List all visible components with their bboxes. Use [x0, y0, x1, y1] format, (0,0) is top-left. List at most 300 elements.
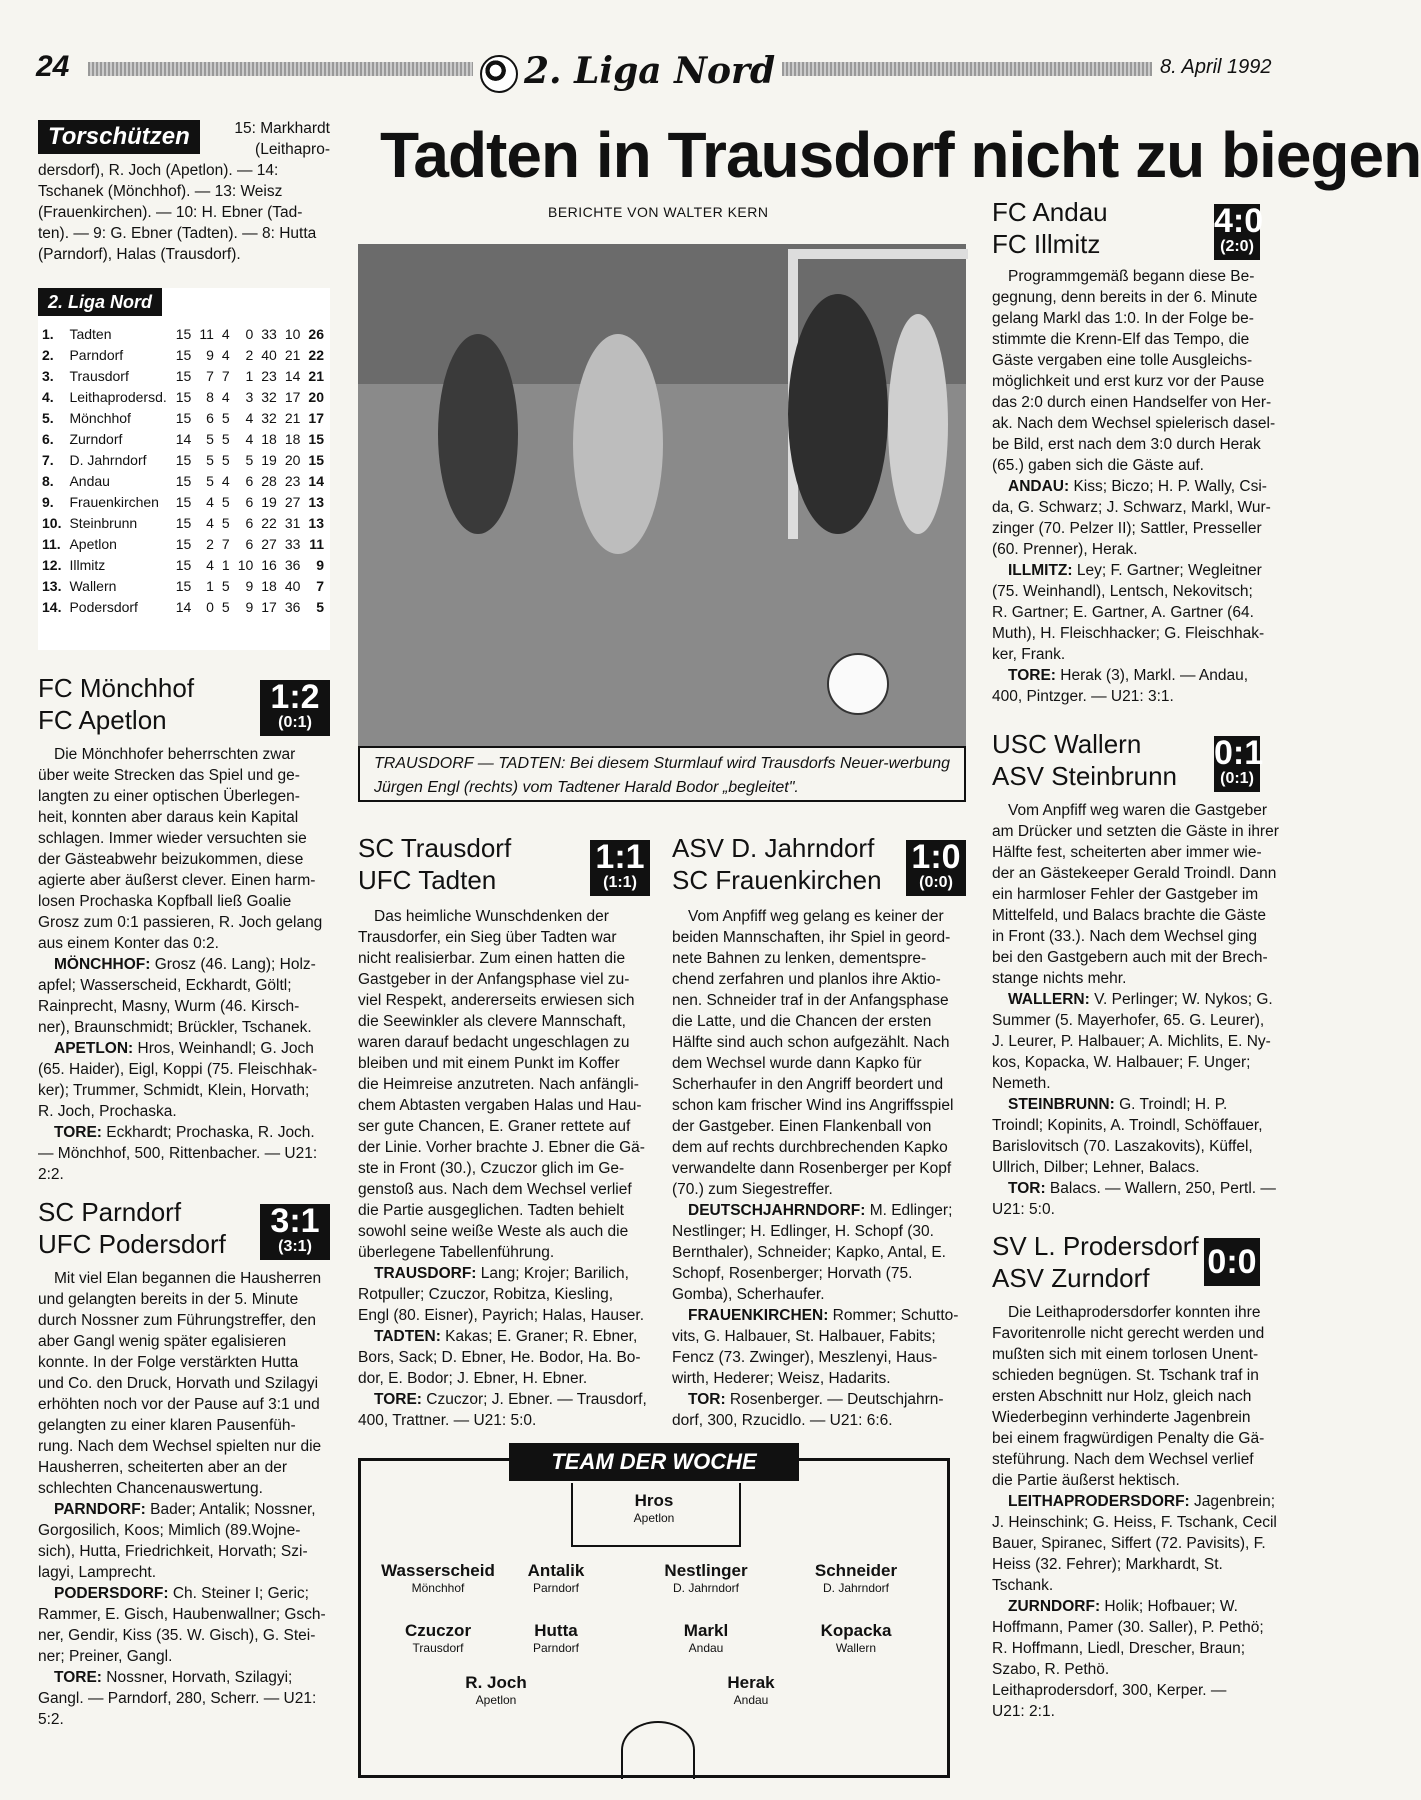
away-team: UFC Podersdorf: [38, 1229, 226, 1259]
player-name: Hutta: [534, 1621, 578, 1640]
standings-cell: 5: [206, 431, 214, 447]
report-line: und gelangten bereits in der 5. Minute: [38, 1291, 299, 1308]
standings-row: [38, 597, 328, 618]
standings-cell: 7: [316, 578, 324, 594]
score-box: [906, 840, 966, 896]
standings-cell: 15: [175, 578, 192, 594]
report-line: vits, G. Halbauer, St. Halbauer, Fabits;: [672, 1328, 936, 1345]
standings-cell: 1.: [42, 326, 54, 342]
report-line: aber Gangl wenig später egalisieren: [38, 1333, 287, 1350]
team-name: Podersdorf: [69, 599, 138, 615]
report-line: sowohl seine weiße Weste als auch die: [358, 1223, 629, 1240]
halftime-score: (2:0): [1220, 238, 1254, 255]
standings-cell: 5: [206, 452, 214, 468]
report-line: beiden Mannschaften, ihr Spiel in geord-: [672, 929, 951, 946]
player-name: Wasserscheid: [381, 1561, 495, 1580]
photo-caption: TRAUSDORF — TADTEN: Bei diesem Sturmlauf wird Trausdorfs Neuer-werbung Jürgen Engl (rechts) vom Tadtener Harald Bodor „begleitet".: [358, 746, 966, 802]
report-line: lagyi, Lamprecht.: [38, 1564, 157, 1581]
standings-cell: 5: [221, 494, 230, 510]
standings-cell: 14: [284, 368, 301, 384]
header-rule-right: [782, 62, 1152, 76]
player-name: Hros: [634, 1491, 674, 1510]
report-line: dor, E. Bodor; J. Ebner, H. Ebner.: [358, 1370, 588, 1387]
scorer-line: (Frauenkirchen). — 10: H. Ebner (Tad-: [38, 204, 303, 221]
standings-cell: 31: [284, 515, 301, 531]
standings-cell: 3: [245, 389, 254, 405]
standings-cell: 7: [221, 536, 230, 552]
team-name: D. Jahrndorf: [69, 452, 147, 468]
report-line: ak. Nach dem Wechsel spielerisch dasel-: [992, 415, 1276, 432]
report-line: ker, Frank.: [992, 646, 1066, 663]
standings-cell: 14.: [42, 599, 62, 615]
report-line: Gäste vergaben eine tolle Ausgleichs-: [992, 352, 1253, 369]
team-name: Apetlon: [69, 536, 117, 552]
match-wallern-steinbrunn: [992, 728, 1284, 1220]
standings-cell: 4: [206, 494, 214, 510]
byline: BERICHTE VON WALTER KERN: [548, 204, 769, 220]
standings-cell: 15: [175, 389, 192, 405]
player-club: Parndorf: [532, 1641, 580, 1655]
standings-row: [38, 513, 328, 534]
report-line: Rainprecht, Masny, Wurm (46. Kirsch-: [38, 998, 300, 1015]
standings-cell: 15: [175, 557, 192, 573]
player-name: Nestlinger: [664, 1561, 748, 1580]
report-line: möglichkeit und erst kurz vor der Pause: [992, 373, 1265, 390]
report-line: gegnung, denn bereits in der 6. Minute: [992, 289, 1258, 306]
standings-row: [38, 492, 328, 513]
report-line: Nestlinger; H. Edlinger, H. Schopf (30.: [672, 1223, 934, 1240]
standings-cell: 9: [245, 578, 254, 594]
standings-cell: 5: [245, 452, 254, 468]
report-line: Bauer, Spiranec, Siffert (72. Pavisits), F.: [992, 1535, 1266, 1552]
report-line: ner; Preiner, Gangl.: [38, 1648, 173, 1665]
report-line: viel Respekt, andererseits erwiesen sich: [358, 992, 635, 1009]
standings-cell: 11.: [42, 536, 61, 552]
report-line: zinger (70. Pelzer II); Sattler, Presseller: [992, 520, 1262, 537]
away-team: ASV Zurndorf: [992, 1263, 1150, 1293]
scorer-line: Tschanek (Mönchhof). — 13: Weisz: [38, 183, 283, 200]
report-line: APETLON: Hros, Weinhandl; G. Joch: [54, 1040, 314, 1057]
standings-cell: 15: [175, 536, 192, 552]
standings-cell: 8.: [42, 473, 54, 489]
report-line: Mit viel Elan begannen die Hausherren: [54, 1270, 322, 1287]
standings-cell: 0: [206, 599, 214, 615]
standings-cell: 7: [221, 368, 230, 384]
standings-cell: 6: [245, 473, 254, 489]
standings-cell: 15: [175, 473, 192, 489]
team-name: Wallern: [69, 578, 117, 594]
report-line: DEUTSCHJAHRNDORF: M. Edlinger;: [688, 1202, 953, 1219]
report-line: R. Hoffmann, Liedl, Drescher, Braun;: [992, 1640, 1246, 1657]
match-jahrndorf-frauenkirchen: [672, 832, 966, 1431]
standings-cell: 15: [175, 452, 192, 468]
standings-cell: 28: [261, 473, 277, 489]
match-report: [992, 1302, 1282, 1722]
report-line: Bors, Sack; D. Ebner, He. Bodor, Ha. Bo-: [358, 1349, 641, 1366]
report-line: Bernthaler), Schneider; Kapko, Antal, E.: [672, 1244, 946, 1261]
report-line: Trausdorfer, ein Sieg über Tadten war: [358, 929, 617, 946]
match-moenchhof-apetlon: [38, 672, 330, 1185]
match-parndorf-podersdorf: [38, 1196, 330, 1730]
report-line: Hälfte fest, scheiterten aber immer wie-: [992, 844, 1262, 861]
standings-cell: 33: [284, 536, 301, 552]
standings-cell: 15: [175, 326, 192, 342]
standings-cell: 3.: [42, 368, 54, 384]
report-line: erhöhten noch vor der Pause auf 3:1 und: [38, 1396, 320, 1413]
score: 3:1: [270, 1202, 320, 1240]
standings-cell: 14: [175, 599, 192, 615]
standings-cell: 11: [309, 536, 324, 552]
standings-cell: 10: [284, 326, 301, 342]
report-line: gelang Markl das 1:0. In der Folge be-: [992, 310, 1254, 327]
report-line: TRAUSDORF: Lang; Krojer; Barilich,: [374, 1265, 629, 1282]
standings-cell: 1: [206, 578, 214, 594]
away-team: FC Illmitz: [992, 229, 1101, 259]
player: [579, 1491, 729, 1525]
report-line: die Partie äußerst hektisch.: [992, 1472, 1180, 1489]
home-team: SV L. Prodersdorf: [992, 1231, 1199, 1261]
match-prodersdorf-zurndorf: [992, 1230, 1284, 1722]
report-line: Leithaprodersdorf, 300, Kerper. —: [992, 1682, 1227, 1699]
standings-cell: 5: [221, 515, 230, 531]
player-name: Markl: [683, 1621, 729, 1640]
score: 1:0: [911, 838, 961, 876]
score: 1:2: [270, 678, 320, 716]
report-line: Mittelfeld, und Balacs brachte die Gäste: [992, 907, 1266, 924]
report-line: schlagen. Immer wieder versuchten sie: [38, 830, 307, 847]
report-line: Gastgeber in der Anfangsphase viel zu-: [358, 971, 630, 988]
standings-cell: 15: [308, 431, 324, 447]
standings-cell: 9: [206, 347, 214, 363]
standings-cell: 13.: [42, 578, 62, 594]
report-line: Hoffmann, Pamer (30. Saller), P. Pethö;: [992, 1619, 1264, 1636]
standings-cell: 9.: [42, 494, 54, 510]
home-team: SC Parndorf: [38, 1197, 182, 1227]
report-line: ser gute Chancen, E. Graner rettete auf: [358, 1118, 631, 1135]
player-club: Apetlon: [475, 1693, 517, 1707]
report-line: J. Leurer, P. Halbauer; A. Michlits, E. Ny-: [992, 1033, 1271, 1050]
standings-cell: 10.: [42, 515, 62, 531]
report-line: Hälfte sind auch schon aufgezählt. Nach: [672, 1034, 950, 1051]
standings-cell: 40: [261, 347, 277, 363]
header-rule-left: [88, 62, 473, 76]
report-line: heit, konnten aber daraus kein Kapital: [38, 809, 299, 826]
report-line: nen. Schneider traf in der Anfangsphase: [672, 992, 949, 1009]
report-line: die Seewinkler als clevere Mannschaft,: [358, 1013, 626, 1030]
report-line: wirth, Hederer; Weisz, Hadarits.: [672, 1370, 891, 1387]
report-line: kos, Kopacka, W. Halbauer; F. Unger;: [992, 1054, 1251, 1071]
standings-cell: 1: [245, 368, 254, 384]
report-line: konnte. In der Folge verstärkten Hutta: [38, 1354, 299, 1371]
report-line: chem Abtasten vergaben Halas und Hau-: [358, 1097, 642, 1114]
report-line: U21: 2:1.: [992, 1703, 1055, 1720]
report-line: stange nichts mehr.: [992, 970, 1127, 987]
report-line: Schopf, Rosenberger; Horvath (75.: [672, 1265, 913, 1282]
report-line: 5:2.: [38, 1711, 64, 1728]
match-report: [992, 800, 1282, 1220]
score: 4:0: [1214, 202, 1264, 240]
standings-cell: 20: [284, 452, 301, 468]
standings-cell: 7.: [42, 452, 54, 468]
report-line: verwandelte dann Rosenberger per Kopf: [672, 1160, 952, 1177]
report-line: rung. Nach dem Wechsel spielten nur die: [38, 1438, 322, 1455]
report-line: LEITHAPRODERSDORF: Jagenbrein;: [1008, 1493, 1276, 1510]
score-box: [260, 1204, 330, 1260]
standings-cell: 4: [221, 326, 230, 342]
report-line: dem Wechsel wurde dann Kapko für: [672, 1055, 922, 1072]
standings-cell: 6: [245, 494, 254, 510]
report-line: J. Heinschink; G. Heiss, F. Tschank, Cecil: [992, 1514, 1277, 1531]
scorers-box: [38, 118, 330, 265]
standings-cell: 13: [308, 494, 324, 510]
player-name: R. Joch: [465, 1673, 527, 1692]
standings-cell: 2.: [42, 347, 54, 363]
standings-cell: 32: [261, 389, 277, 405]
standings-cell: 15: [175, 347, 192, 363]
standings-cell: 19: [261, 494, 277, 510]
report-line: Szabo, R. Pethö.: [992, 1661, 1110, 1678]
player: [781, 1561, 931, 1595]
player: [631, 1621, 781, 1655]
report-line: U21: 5:0.: [992, 1201, 1055, 1218]
standings-cell: 14: [175, 431, 192, 447]
standings-table: [38, 288, 330, 650]
report-line: ersten Abschnitt nur Holz, gleich nach: [992, 1388, 1252, 1405]
report-line: (75. Weinhandl), Lentsch, Nekovitsch;: [992, 583, 1253, 600]
match-trausdorf-tadten: [358, 832, 650, 1431]
standings-cell: 40: [284, 578, 301, 594]
player-club: Parndorf: [532, 1581, 580, 1595]
standings-row: [38, 555, 328, 576]
player: [676, 1673, 826, 1707]
team-name: Frauenkirchen: [69, 494, 159, 510]
report-line: ILLMITZ: Ley; F. Gartner; Wegleitner: [1008, 562, 1262, 579]
report-line: Rotpuller; Czuczor, Robitza, Kiesling,: [358, 1286, 614, 1303]
player: [481, 1621, 631, 1655]
page-number: 24: [36, 50, 70, 83]
player-club: Wallern: [835, 1641, 877, 1655]
standings-row: [38, 576, 328, 597]
report-line: schieden begnügen. St. Tschank traf in: [992, 1367, 1259, 1384]
standings-row: [38, 324, 328, 345]
report-line: der an Gästekeeper Gerald Troindl. Dann: [992, 865, 1277, 882]
standings-cell: 12.: [42, 557, 62, 573]
report-line: 2:2.: [38, 1166, 64, 1183]
report-line: ZURNDORF: Holik; Hofbauer; W.: [1008, 1598, 1238, 1615]
section-title: 2. Liga Nord: [480, 50, 775, 93]
player: [781, 1621, 931, 1655]
player-club: Apetlon: [633, 1511, 675, 1525]
standings-row: [38, 429, 328, 450]
standings-rows: [38, 324, 328, 618]
player-club: Trausdorf: [412, 1641, 464, 1655]
report-line: PARNDORF: Bader; Antalik; Nossner,: [54, 1501, 316, 1518]
away-team: ASV Steinbrunn: [992, 761, 1178, 791]
report-line: bei einem fragwürdigen Penalty die Gä-: [992, 1430, 1265, 1447]
report-line: da, G. Schwarz; J. Schwarz, Markl, Wur-: [992, 499, 1271, 516]
standings-cell: 15: [175, 368, 192, 384]
player: [481, 1561, 631, 1595]
report-line: — Mönchhof, 500, Rittenbacher. — U21:: [38, 1145, 318, 1162]
report-line: Gomba), Scherhaufer.: [672, 1286, 825, 1303]
center-circle: [621, 1721, 695, 1779]
report-line: be Bild, erst nach dem 3:0 durch Herak: [992, 436, 1261, 453]
standings-cell: 18: [261, 431, 277, 447]
standings-cell: 4: [221, 473, 230, 489]
standings-row: [38, 408, 328, 429]
standings-cell: 17: [308, 410, 324, 426]
halftime-score: (3:1): [278, 1238, 312, 1255]
report-line: TORE: Czuczor; J. Ebner. — Trausdorf,: [374, 1391, 647, 1408]
standings-cell: 22: [261, 515, 277, 531]
away-team: UFC Tadten: [358, 865, 497, 895]
standings-cell: 4: [206, 557, 214, 573]
standings-cell: 2: [245, 347, 254, 363]
report-line: in Front (33.). Nach dem Wechsel ging: [992, 928, 1258, 945]
report-line: bleiben und mit einem Punkt im Koffer: [358, 1055, 620, 1072]
report-line: Rammer, E. Gisch, Haubenwallner; Gsch-: [38, 1606, 326, 1623]
standings-cell: 5: [221, 452, 230, 468]
scorer-line: ten). — 9: G. Ebner (Tadten). — 8: Hutta: [38, 225, 317, 242]
report-line: stimmte die Krenn-Elf das Tempo, die: [992, 331, 1250, 348]
report-line: nete Bahnen zu lenken, dementspre-: [672, 950, 927, 967]
standings-cell: 5.: [42, 410, 54, 426]
score-box: [260, 680, 330, 736]
report-line: FRAUENKIRCHEN: Rommer; Schutto-: [688, 1307, 959, 1324]
standings-cell: 27: [284, 494, 301, 510]
standings-cell: 19: [261, 452, 277, 468]
report-line: (70.) zum Siegestreffer.: [672, 1181, 833, 1198]
standings-cell: 18: [284, 431, 301, 447]
report-line: Tschank.: [992, 1577, 1054, 1594]
issue-date: 8. April 1992: [1160, 56, 1272, 78]
report-line: Die Leithaprodersdorfer konnten ihre: [1008, 1304, 1261, 1321]
report-line: gelangten zu einer klaren Pausenfüh-: [38, 1417, 296, 1434]
standings-row: [38, 387, 328, 408]
standings-cell: 17: [284, 389, 301, 405]
score-box: [1204, 1238, 1260, 1286]
report-line: überlegene Tabellenführung.: [358, 1244, 555, 1261]
report-line: schlechten Chancenauswertung.: [38, 1480, 263, 1497]
report-line: Nemeth.: [992, 1075, 1051, 1092]
report-line: Grosz zum 0:1 passieren, R. Joch gelang: [38, 914, 323, 931]
player-name: Czuczor: [404, 1621, 472, 1640]
standings-cell: 33: [261, 326, 277, 342]
standings-cell: 15: [175, 410, 192, 426]
report-line: Programmgemäß begann diese Be-: [1008, 268, 1255, 285]
standings-cell: 9: [245, 599, 254, 615]
home-team: FC Mönchhof: [38, 673, 195, 703]
match-photo: [358, 244, 966, 746]
report-line: mußten sich mit einem torlosen Unent-: [992, 1346, 1259, 1363]
score-box: [1214, 734, 1264, 792]
standings-cell: 6: [206, 410, 214, 426]
halftime-score: (0:1): [278, 714, 312, 731]
report-line: über weite Strecken das Spiel und ge-: [38, 767, 300, 784]
report-line: R. Joch, Prochaska.: [38, 1103, 177, 1120]
photo-illustration: [358, 244, 966, 746]
standings-title: 2. Liga Nord: [38, 288, 162, 316]
report-line: sich), Hutta, Friedrichkeit, Horvath; Szi-: [38, 1543, 308, 1560]
player-club: Andau: [733, 1693, 769, 1707]
standings-cell: 5: [206, 473, 214, 489]
score-box: [590, 840, 650, 896]
away-team: FC Apetlon: [38, 705, 167, 735]
report-line: agierte aber äußerst clever. Einen harm-: [38, 872, 316, 889]
standings-cell: 26: [308, 326, 324, 342]
player-club: Mönchhof: [411, 1581, 465, 1595]
player-name: Herak: [727, 1673, 775, 1692]
report-line: ein harmloser Fehler der Gastgeber im: [992, 886, 1259, 903]
standings-cell: 7: [206, 368, 214, 384]
player-club: D. Jahrndorf: [822, 1581, 890, 1595]
standings-cell: 1: [221, 557, 230, 573]
player: [631, 1561, 781, 1595]
standings-cell: 6: [245, 536, 254, 552]
report-line: Troindl; Kopinits, A. Troindl, Schöffauer,: [992, 1117, 1263, 1134]
standings-cell: 36: [284, 557, 301, 573]
report-line: ANDAU: Kiss; Biczo; H. P. Wally, Csi-: [1008, 478, 1267, 495]
standings-cell: 23: [284, 473, 301, 489]
report-line: die Heimreise anzutreten. Nach anfängli-: [358, 1076, 639, 1093]
standings-cell: 21: [284, 410, 301, 426]
report-line: ker); Trummer, Schmidt, Klein, Horvath;: [38, 1082, 310, 1099]
standings-cell: 11: [199, 326, 214, 342]
report-line: steführung. Nach dem Wechsel verlief: [992, 1451, 1254, 1468]
standings-cell: 20: [308, 389, 324, 405]
report-line: WALLERN: V. Perlinger; W. Nykos; G.: [1008, 991, 1273, 1008]
standings-cell: 4.: [42, 389, 54, 405]
standings-row: [38, 534, 328, 555]
report-line: Wiederbeginn verhinderte Jagenbrein: [992, 1409, 1251, 1426]
football-icon: [480, 55, 518, 93]
report-line: waren darauf bedacht ungeschlagen zu: [358, 1034, 630, 1051]
standings-cell: 4: [206, 515, 214, 531]
team-name: Zurndorf: [69, 431, 123, 447]
report-line: die Partie ausgeglichen. Tadten behielt: [358, 1202, 624, 1219]
report-line: aus einem Konter das 0:2.: [38, 935, 219, 952]
report-line: genstoß aus. Nach dem Wechsel verlief: [358, 1181, 632, 1198]
halftime-score: (1:1): [603, 874, 637, 891]
team-name: Andau: [69, 473, 110, 489]
score: 0:1: [1214, 734, 1264, 772]
match-report: [38, 1268, 330, 1730]
report-line: Muth), H. Fleischhacker; G. Fleischhak-: [992, 625, 1265, 642]
report-line: chend zerfahren und planlos ihre Aktio-: [672, 971, 941, 988]
home-team: USC Wallern: [992, 729, 1142, 759]
standings-cell: 13: [308, 515, 324, 531]
player-club: D. Jahrndorf: [672, 1581, 740, 1595]
report-line: Favoritenrolle nicht gerecht werden und: [992, 1325, 1265, 1342]
standings-row: [38, 366, 328, 387]
report-line: das 2:0 durch einen Handselfer von Her-: [992, 394, 1272, 411]
standings-row: [38, 450, 328, 471]
report-line: TORE: Eckhardt; Prochaska, R. Joch.: [54, 1124, 315, 1141]
player-club: Andau: [688, 1641, 724, 1655]
report-line: (65.) gaben sich die Gäste auf.: [992, 457, 1204, 474]
report-line: TADTEN: Kakas; E. Graner; R. Ebner,: [374, 1328, 638, 1345]
match-report: [672, 906, 966, 1431]
report-line: langten zu einer optischen Überlegen-: [38, 788, 300, 805]
report-line: TOR: Rosenberger. — Deutschjahrn-: [688, 1391, 944, 1408]
report-line: (60. Prenner), Herak.: [992, 541, 1138, 558]
halftime-score: (0:1): [1220, 770, 1254, 787]
report-line: die Latte, und die Chancen der ersten: [672, 1013, 932, 1030]
report-line: Engl (80. Eisner), Payrich; Halas, Hauser.: [358, 1307, 645, 1324]
standings-cell: 15: [175, 515, 192, 531]
report-line: (65. Haider), Eigl, Koppi (75. Fleischhak-: [38, 1061, 318, 1078]
report-line: apfel; Wasserscheid, Eckhardt, Göltl;: [38, 977, 292, 994]
